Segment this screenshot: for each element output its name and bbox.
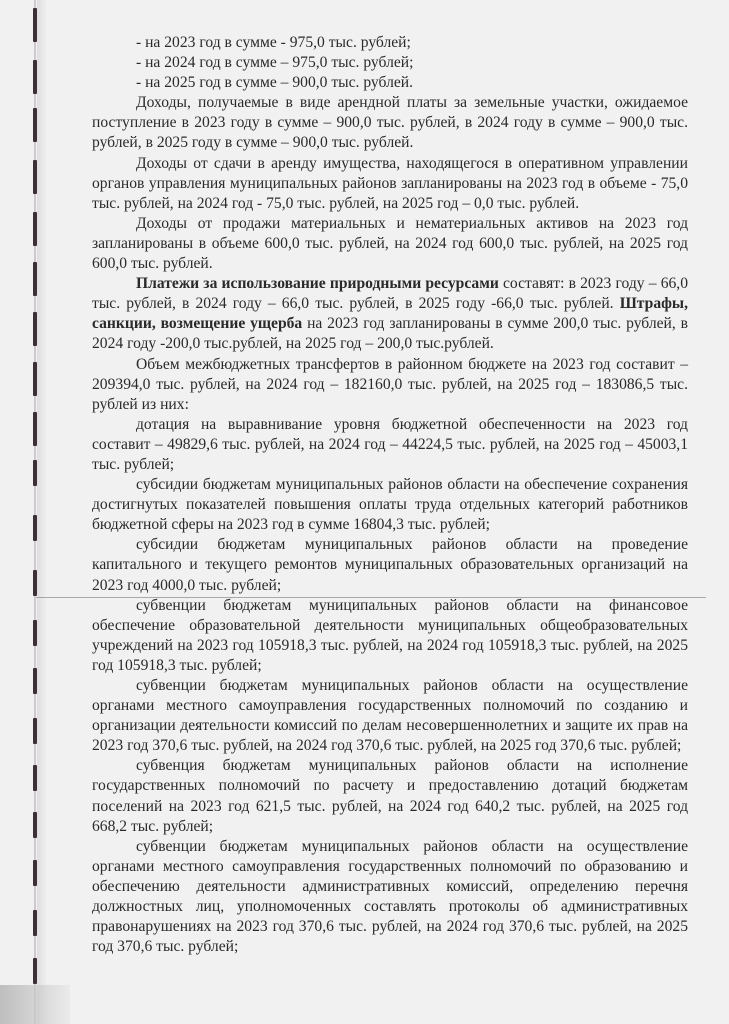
binding-stitch	[33, 412, 37, 446]
binding-stitch	[33, 8, 37, 42]
text-fines: на 2023 год запланированы в сумме 200,0 тыс. рублей, в 2024 году -200,0 тыс.рублей, на 2025 год – 200,0 тыс.рублей.	[92, 315, 688, 353]
binding-stitch	[33, 812, 37, 838]
list-item-2024: - на 2024 год в сумме – 975,0 тыс. рублей;	[136, 54, 414, 72]
binding-stitch	[33, 212, 37, 246]
binding-stitch	[33, 262, 37, 296]
binding-stitch	[33, 860, 37, 886]
binding-stitch	[33, 515, 37, 541]
binding-stitch	[33, 765, 37, 791]
paragraph-subvention-admin: субвенции бюджетам муниципальных районов области на осуществление органами местного самоуправления государственных полномочий по образованию и обеспечению деятельности административных комиссий, определению перечня должностных лиц, уполномоченных составлять протоколы об административных правонарушениях на 2023 год 370,6 тыс. рублей, на 2024 год 370,6 тыс. рублей, на 2025 год 370,6 тыс. рублей;	[92, 837, 688, 956]
paragraph-equalization: дотация на выравнивание уровня бюджетной обеспеченности на 2023 год составит – 49829,6 тыс. рублей, на 2024 год – 44224,5 тыс. рублей, на 2025 год – 45003,1 тыс. рублей;	[92, 415, 688, 473]
paragraph-subvention-minors: субвенции бюджетам муниципальных районов области на осуществление органами местного самоуправления государственных полномочий по созданию и организации деятельности комиссий по делам несовершеннолетних и защите их прав на 2023 год 370,6 тыс. рублей, на 2024 год 370,6 тыс. рублей, на 2025 год 370,6 тыс. рублей;	[92, 677, 688, 755]
heading-natural-resources: Платежи за использование природными ресурсами	[136, 275, 499, 293]
scan-corner-shadow	[0, 985, 70, 1024]
binding-stitch	[33, 362, 37, 396]
paragraph-natural-resources-and-fines	[92, 274, 688, 354]
stitched-binding	[33, 0, 37, 1024]
binding-stitch	[33, 718, 37, 744]
binding-stitch	[33, 160, 37, 194]
heading-fines: Штрафы, санкции, возмещение ущерба	[92, 295, 688, 333]
binding-stitch	[33, 460, 37, 486]
paragraph-subsidy-repairs: субсидии бюджетам муниципальных районов области на проведение капитального и текущего ремонтов муниципальных образовательных организаций на 2023 год 4000,0 тыс. рублей;	[92, 536, 688, 594]
binding-stitch	[33, 570, 37, 596]
binding-stitch	[33, 910, 37, 936]
binding-stitch	[33, 60, 37, 94]
document-page	[92, 33, 688, 957]
list-item-2025: - на 2025 год в сумме – 900,0 тыс. рублей.	[136, 74, 414, 92]
paragraph-property-rent: Доходы от сдачи в аренду имущества, находящегося в оперативном управлении органов управления муниципальных районов запланированы на 2023 год в объеме - 75,0 тыс. рублей, на 2024 год - 75,0 тыс. рублей, на 2025 год – 0,0 тыс. рублей.	[92, 154, 688, 212]
binding-stitch	[33, 668, 37, 694]
binding-stitch	[33, 958, 37, 984]
binding-stitch	[33, 108, 37, 142]
paragraph-transfers: Объем межбюджетных трансфертов в районном бюджете на 2023 год составит – 209394,0 тыс. рублей, на 2024 год – 182160,0 тыс. рублей, на 2025 год – 183086,5 тыс. рублей из них:	[92, 355, 688, 413]
text-natural-resources: составят: в 2023 году – 66,0 тыс. рублей, в 2024 году – 66,0 тыс. рублей, в 2025 году -66,0 тыс. рублей.	[92, 275, 688, 313]
paragraph-asset-sales: Доходы от продажи материальных и нематериальных активов на 2023 год запланированы в объеме 600,0 тыс. рублей, на 2024 год 600,0 тыс. рублей, на 2025 год 600,0 тыс. рублей.	[92, 214, 688, 273]
paragraph-subvention-education: субвенции бюджетам муниципальных районов области на финансовое обеспечение образовательной деятельности муниципальных общеобразовательных учреждений на 2023 год 105918,3 тыс. рублей, на 2024 год 105918,3 тыс. рублей, на 2025 год 105918,3 тыс. рублей;	[92, 596, 688, 674]
paragraph-subvention-settlements: субвенция бюджетам муниципальных районов области на исполнение государственных полномочий по расчету и предоставлению дотаций бюджетам поселений на 2023 год 621,5 тыс. рублей, на 2024 год 640,2 тыс. рублей, на 2025 год 668,2 тыс. рублей;	[92, 757, 688, 835]
page-edge-shadow	[37, 0, 47, 1024]
paragraph-land-rent: Доходы, получаемые в виде арендной платы за земельные участки, ожидаемое поступление в 2023 году в сумме – 900,0 тыс. рублей, в 2024 году в сумме – 900,0 тыс. рублей, в 2025 году в сумме – 900,0 тыс. рублей.	[92, 94, 688, 152]
paragraph-subsidy-salaries: субсидии бюджетам муниципальных районов области на обеспечение сохранения достигнутых показателей повышения оплаты труда отдельных категорий работников бюджетной сферы на 2023 год в сумме 16804,3 тыс. рублей;	[92, 476, 688, 534]
binding-stitch	[33, 620, 37, 646]
binding-stitch	[33, 312, 37, 346]
list-item-2023: - на 2023 год в сумме - 975,0 тыс. рублей;	[136, 34, 411, 51]
